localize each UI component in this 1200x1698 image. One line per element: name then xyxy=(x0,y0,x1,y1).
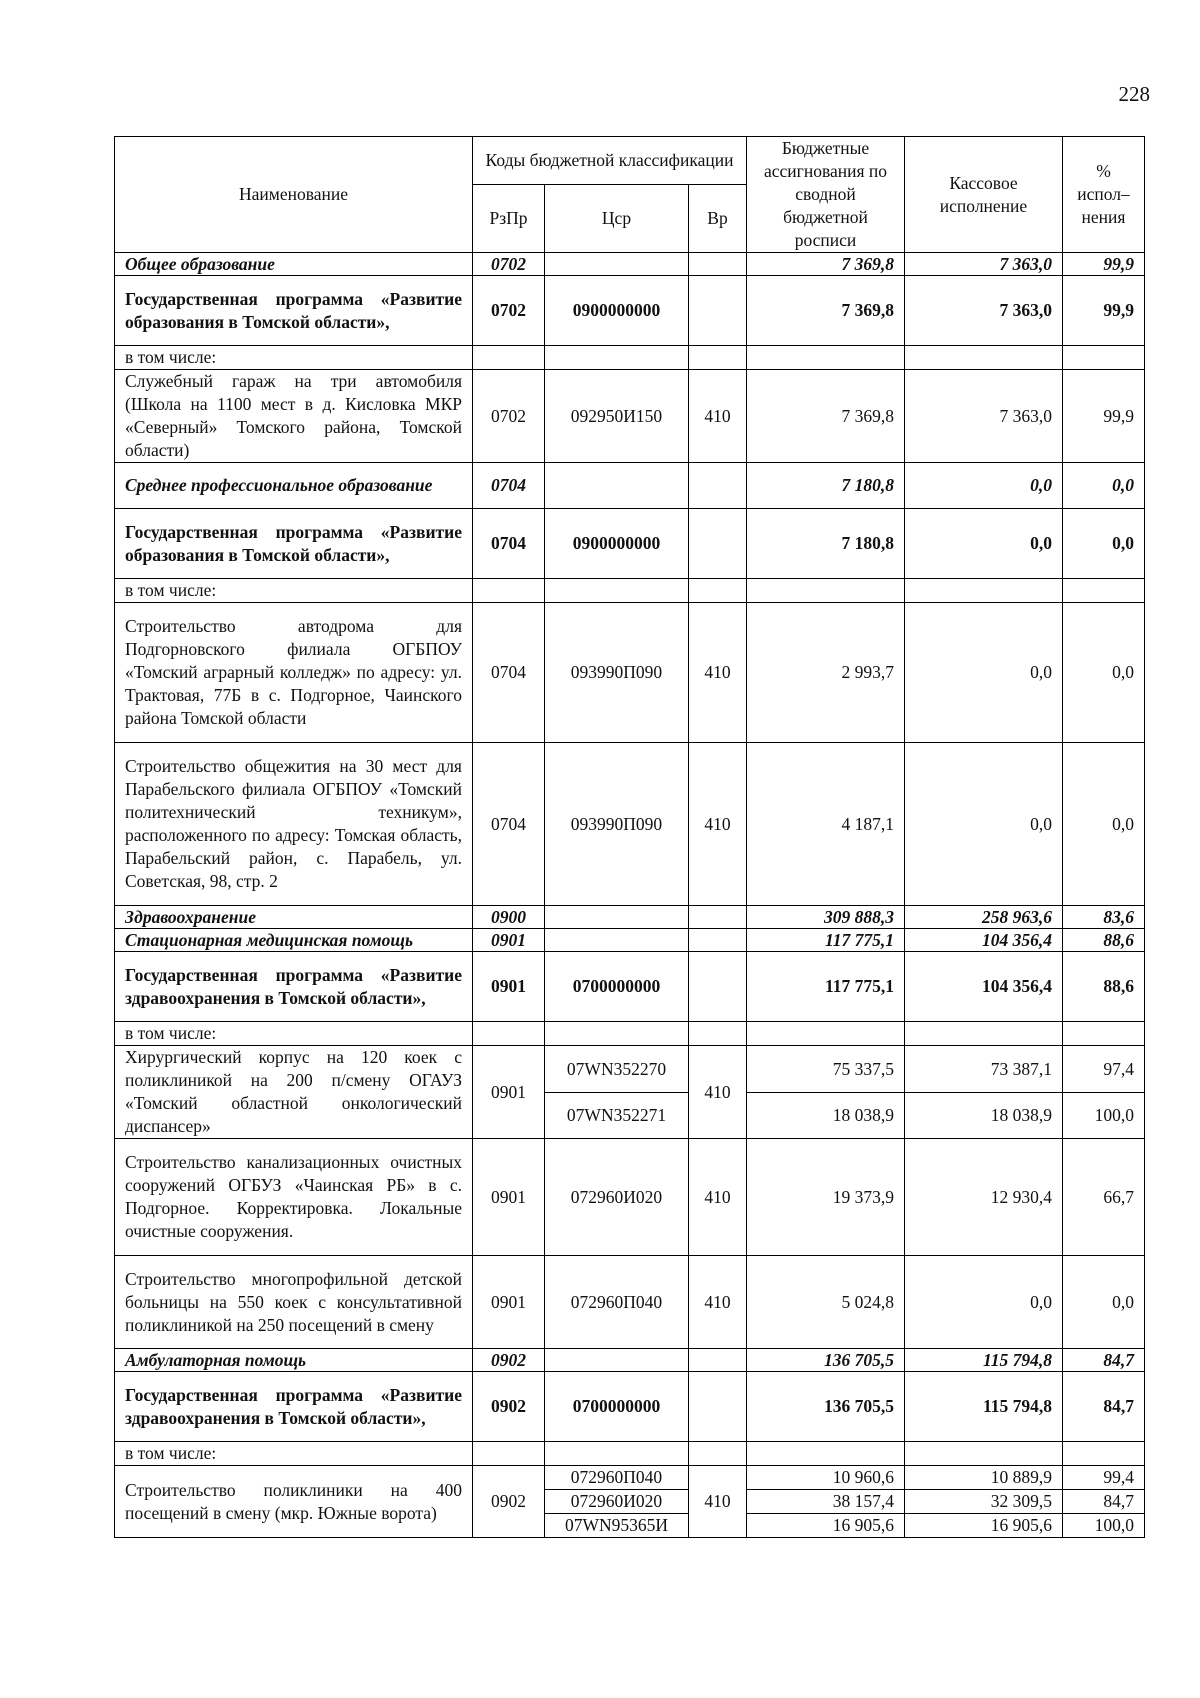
header-codes: Коды бюджетной классификации xyxy=(473,137,747,185)
row-name: Строительство общежития на 30 мест для Парабельского филиала ОГБПОУ «Томский политехнический техникум», расположенного по адресу: Томская область, Парабельский район, с. Парабель, ул. Советская, 98, стр. 2 xyxy=(115,743,473,906)
row-vr: 410 xyxy=(689,370,747,463)
row-cash: 10 889,9 xyxy=(905,1466,1063,1490)
header-pct: % испол– нения xyxy=(1063,137,1145,253)
row-rzpr: 0902 xyxy=(473,1466,545,1538)
row-csr: 07WN352271 xyxy=(545,1093,689,1139)
row-name: Строительство многопрофильной детской больницы на 550 коек с консультативной поликлиникой на 250 посещений в смену xyxy=(115,1256,473,1349)
row-pct: 0,0 xyxy=(1063,463,1145,509)
row-pct: 0,0 xyxy=(1063,509,1145,579)
row-rzpr: 0902 xyxy=(473,1372,545,1442)
row-cash: 104 356,4 xyxy=(905,929,1063,952)
row-csr: 072960П040 xyxy=(545,1466,689,1490)
row-csr: 07WN352270 xyxy=(545,1046,689,1093)
table-row xyxy=(115,253,1145,276)
row-name: Строительство канализационных очистных сооружений ОГБУЗ «Чаинская РБ» в с. Подгорное. Корректировка. Локальные очистные сооружения. xyxy=(115,1139,473,1256)
row-assign: 7 180,8 xyxy=(747,463,905,509)
row-vr: 410 xyxy=(689,1256,747,1349)
row-cash: 32 309,5 xyxy=(905,1490,1063,1514)
row-pct: 99,9 xyxy=(1063,276,1145,346)
row-vr: 410 xyxy=(689,743,747,906)
table-row xyxy=(115,952,1145,1022)
row-csr: 093990П090 xyxy=(545,743,689,906)
row-csr xyxy=(545,906,689,929)
row-vr: 410 xyxy=(689,1046,747,1139)
row-vr: 410 xyxy=(689,603,747,743)
table-row xyxy=(115,276,1145,346)
row-pct: 88,6 xyxy=(1063,952,1145,1022)
row-assign: 10 960,6 xyxy=(747,1466,905,1490)
row-pct: 88,6 xyxy=(1063,929,1145,952)
row-pct: 83,6 xyxy=(1063,906,1145,929)
row-name: Строительство поликлиники на 400 посещений в смену (мкр. Южные ворота) xyxy=(115,1466,473,1538)
row-assign: 2 993,7 xyxy=(747,603,905,743)
row-rzpr: 0702 xyxy=(473,253,545,276)
row-assign: 7 180,8 xyxy=(747,509,905,579)
budget-table xyxy=(114,136,1145,1538)
row-name: Государственная программа «Развитие здравоохранения в Томской области», xyxy=(115,1372,473,1442)
row-rzpr: 0900 xyxy=(473,906,545,929)
row-pct: 84,7 xyxy=(1063,1372,1145,1442)
row-pct: 0,0 xyxy=(1063,603,1145,743)
row-pct: 0,0 xyxy=(1063,743,1145,906)
row-vr xyxy=(689,952,747,1022)
row-assign: 117 775,1 xyxy=(747,929,905,952)
row-name: Государственная программа «Развитие образования в Томской области», xyxy=(115,509,473,579)
row-name: Стационарная медицинская помощь xyxy=(115,929,473,952)
row-name: Строительство автодрома для Подгорновского филиала ОГБПОУ «Томский аграрный колледж» по адресу: ул. Трактовая, 77Б в с. Подгорное, Чаинского района Томской области xyxy=(115,603,473,743)
row-pct: 84,7 xyxy=(1063,1349,1145,1372)
header-vr: Вр xyxy=(689,184,747,252)
row-csr: 072960П040 xyxy=(545,1256,689,1349)
row-rzpr: 0704 xyxy=(473,603,545,743)
row-vr xyxy=(689,1372,747,1442)
row-cash: 7 363,0 xyxy=(905,276,1063,346)
row-pct: 100,0 xyxy=(1063,1514,1145,1538)
row-cash: 7 363,0 xyxy=(905,370,1063,463)
row-rzpr: 0704 xyxy=(473,463,545,509)
row-assign: 7 369,8 xyxy=(747,276,905,346)
row-rzpr: 0901 xyxy=(473,1046,545,1139)
row-pct: 97,4 xyxy=(1063,1046,1145,1093)
row-vr xyxy=(689,509,747,579)
table-row xyxy=(115,1256,1145,1349)
row-pct: 66,7 xyxy=(1063,1139,1145,1256)
table-row xyxy=(115,1466,1145,1490)
row-csr: 0900000000 xyxy=(545,509,689,579)
row-cash: 104 356,4 xyxy=(905,952,1063,1022)
row-name: Здравоохранение xyxy=(115,906,473,929)
row-vr xyxy=(689,906,747,929)
row-vr xyxy=(689,929,747,952)
row-assign: 7 369,8 xyxy=(747,370,905,463)
page-number: 228 xyxy=(1118,82,1150,106)
row-csr: 0700000000 xyxy=(545,952,689,1022)
row-cash: 0,0 xyxy=(905,1256,1063,1349)
table-row xyxy=(115,463,1145,509)
row-rzpr: 0702 xyxy=(473,370,545,463)
table-row xyxy=(115,603,1145,743)
row-name: в том числе: xyxy=(115,1442,473,1466)
row-rzpr: 0901 xyxy=(473,1256,545,1349)
row-name: в том числе: xyxy=(115,346,473,370)
table-row xyxy=(115,509,1145,579)
row-rzpr: 0902 xyxy=(473,1349,545,1372)
row-cash: 73 387,1 xyxy=(905,1046,1063,1093)
table-row xyxy=(115,929,1145,952)
header-assign: Бюджетные ассигнования по сводной бюджетной росписи xyxy=(747,137,905,253)
row-vr xyxy=(689,463,747,509)
row-assign: 19 373,9 xyxy=(747,1139,905,1256)
row-csr xyxy=(545,929,689,952)
row-csr: 07WN95365И xyxy=(545,1514,689,1538)
row-cash: 115 794,8 xyxy=(905,1372,1063,1442)
row-cash: 12 930,4 xyxy=(905,1139,1063,1256)
row-csr xyxy=(545,463,689,509)
table-row xyxy=(115,1349,1145,1372)
row-pct: 84,7 xyxy=(1063,1490,1145,1514)
row-rzpr: 0901 xyxy=(473,929,545,952)
row-rzpr: 0901 xyxy=(473,1139,545,1256)
row-vr xyxy=(689,1349,747,1372)
row-vr xyxy=(689,253,747,276)
row-cash: 18 038,9 xyxy=(905,1093,1063,1139)
row-rzpr: 0702 xyxy=(473,276,545,346)
row-assign: 7 369,8 xyxy=(747,253,905,276)
table-row xyxy=(115,346,1145,370)
row-name: Среднее профессиональное образование xyxy=(115,463,473,509)
row-assign: 75 337,5 xyxy=(747,1046,905,1093)
table-row xyxy=(115,1139,1145,1256)
row-cash: 0,0 xyxy=(905,603,1063,743)
row-rzpr: 0704 xyxy=(473,743,545,906)
row-rzpr: 0704 xyxy=(473,509,545,579)
row-pct: 99,9 xyxy=(1063,370,1145,463)
row-name: Служебный гараж на три автомобиля (Школа на 1100 мест в д. Кисловка МКР «Северный» Томского района, Томской области) xyxy=(115,370,473,463)
row-name: Амбулаторная помощь xyxy=(115,1349,473,1372)
table-row xyxy=(115,743,1145,906)
header-csr: Цср xyxy=(545,184,689,252)
row-cash: 115 794,8 xyxy=(905,1349,1063,1372)
row-name: в том числе: xyxy=(115,579,473,603)
row-csr: 093990П090 xyxy=(545,603,689,743)
row-pct: 100,0 xyxy=(1063,1093,1145,1139)
row-assign: 16 905,6 xyxy=(747,1514,905,1538)
table-row xyxy=(115,1442,1145,1466)
row-cash: 0,0 xyxy=(905,463,1063,509)
row-name: Общее образование xyxy=(115,253,473,276)
row-vr: 410 xyxy=(689,1466,747,1538)
header-rzpr: РзПр xyxy=(473,184,545,252)
row-pct: 99,9 xyxy=(1063,253,1145,276)
row-csr xyxy=(545,253,689,276)
row-assign: 38 157,4 xyxy=(747,1490,905,1514)
row-vr xyxy=(689,276,747,346)
row-assign: 136 705,5 xyxy=(747,1372,905,1442)
row-csr: 072960И020 xyxy=(545,1490,689,1514)
row-pct: 0,0 xyxy=(1063,1256,1145,1349)
row-cash: 0,0 xyxy=(905,743,1063,906)
row-assign: 309 888,3 xyxy=(747,906,905,929)
header-cash: Кассовое исполнение xyxy=(905,137,1063,253)
row-name: Государственная программа «Развитие образования в Томской области», xyxy=(115,276,473,346)
row-assign: 136 705,5 xyxy=(747,1349,905,1372)
row-csr: 092950И150 xyxy=(545,370,689,463)
row-assign: 117 775,1 xyxy=(747,952,905,1022)
row-csr xyxy=(545,1349,689,1372)
row-assign: 4 187,1 xyxy=(747,743,905,906)
row-csr: 0900000000 xyxy=(545,276,689,346)
row-assign: 5 024,8 xyxy=(747,1256,905,1349)
row-cash: 0,0 xyxy=(905,509,1063,579)
row-pct: 99,4 xyxy=(1063,1466,1145,1490)
table-row xyxy=(115,906,1145,929)
row-vr: 410 xyxy=(689,1139,747,1256)
row-csr: 0700000000 xyxy=(545,1372,689,1442)
table-row xyxy=(115,370,1145,463)
row-csr: 072960И020 xyxy=(545,1139,689,1256)
row-name: Государственная программа «Развитие здравоохранения в Томской области», xyxy=(115,952,473,1022)
row-name: Хирургический корпус на 120 коек с поликлиникой на 200 п/смену ОГАУЗ «Томский областной онкологический диспансер» xyxy=(115,1046,473,1139)
row-cash: 258 963,6 xyxy=(905,906,1063,929)
row-assign: 18 038,9 xyxy=(747,1093,905,1139)
row-rzpr: 0901 xyxy=(473,952,545,1022)
row-cash: 7 363,0 xyxy=(905,253,1063,276)
table-row xyxy=(115,1046,1145,1093)
table-row xyxy=(115,579,1145,603)
row-name: в том числе: xyxy=(115,1022,473,1046)
header-name: Наименование xyxy=(115,137,473,253)
row-cash: 16 905,6 xyxy=(905,1514,1063,1538)
table-row xyxy=(115,1022,1145,1046)
table-row xyxy=(115,1372,1145,1442)
